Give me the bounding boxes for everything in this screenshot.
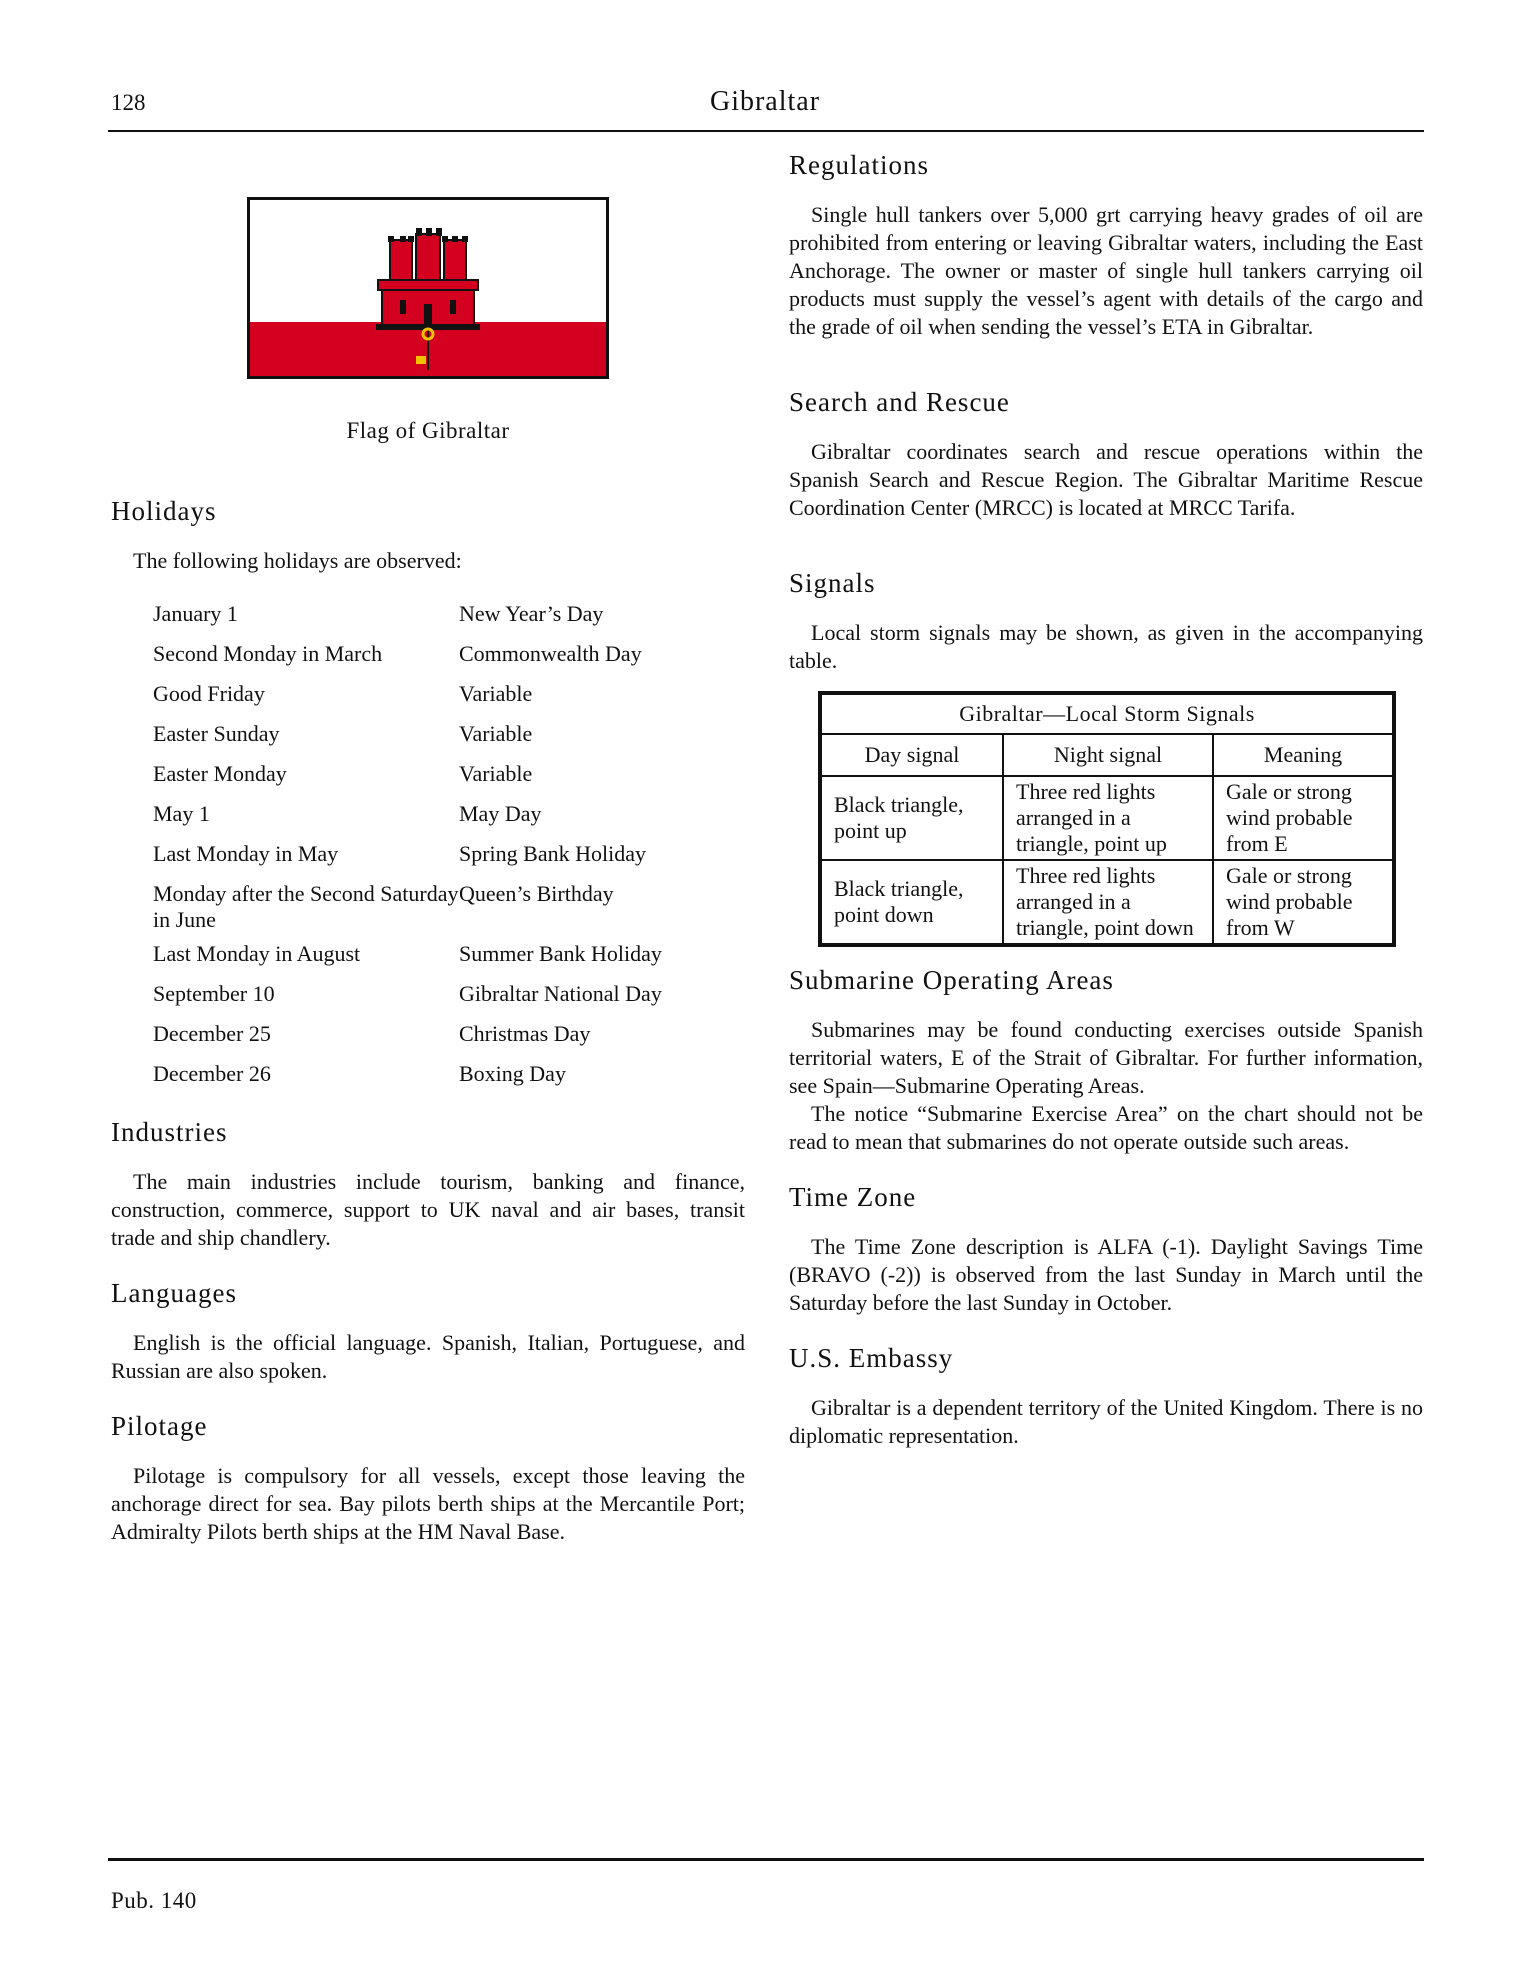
regulations-text: Single hull tankers over 5,000 grt carrying heavy grades of oil are prohibited from entering or leaving Gibraltar waters, including the East Anchorage. The owner or master of single hull tankers carrying oil products must supply the vessel’s agent with details of the cargo and the grade of oil when sending the vessel’s ETA in Gibraltar. (789, 202, 1423, 339)
holiday-row (153, 841, 662, 881)
holiday-row (153, 721, 662, 761)
holiday-date: January 1 (153, 601, 238, 626)
submarine-text-2: The notice “Submarine Exercise Area” on the chart should not be read to mean that submarines do not operate outside such areas. (789, 1101, 1423, 1154)
holiday-row (153, 1021, 662, 1061)
table-row (820, 860, 1394, 945)
time-zone-heading: Time Zone (789, 1182, 917, 1212)
day-signal-cell: Black triangle, point up (820, 776, 1003, 860)
search-rescue-heading: Search and Rescue (789, 387, 1010, 417)
holiday-name: May Day (459, 801, 542, 826)
column-header-meaning: Meaning (1213, 734, 1394, 776)
embassy-section (789, 1343, 1423, 1450)
holidays-table (153, 601, 662, 1101)
holiday-row (153, 601, 662, 641)
languages-heading: Languages (111, 1278, 237, 1308)
industries-section (111, 1117, 745, 1252)
holiday-row (153, 801, 662, 841)
holiday-name: Variable (459, 681, 533, 706)
holiday-name: Variable (459, 761, 533, 786)
signals-text: Local storm signals may be shown, as given in the accompanying table. (789, 620, 1423, 673)
signals-heading: Signals (789, 568, 876, 598)
holiday-name: Summer Bank Holiday (459, 941, 662, 966)
regulations-section (789, 150, 1423, 341)
submarine-heading: Submarine Operating Areas (789, 965, 1114, 995)
search-rescue-section (789, 387, 1423, 522)
holiday-date: Good Friday (153, 681, 265, 706)
holiday-name: Christmas Day (459, 1021, 591, 1046)
holiday-date: Monday after the Second Saturday in June (153, 881, 459, 932)
page-number: 128 (111, 90, 146, 115)
languages-text: English is the official language. Spanish, Italian, Portuguese, and Russian are also spoken. (111, 1330, 745, 1383)
holiday-name: Spring Bank Holiday (459, 841, 646, 866)
pilotage-text: Pilotage is compulsory for all vessels, except those leaving the anchorage direct for sea. Bay pilots berth ships at the Mercantile Port; Admiralty Pilots berth ships at the HM Naval Base. (111, 1463, 745, 1544)
languages-section (111, 1278, 745, 1385)
embassy-heading: U.S. Embassy (789, 1343, 954, 1373)
castle-key-emblem-icon (250, 200, 606, 376)
flag-caption: Flag of Gibraltar (346, 418, 510, 443)
holidays-heading: Holidays (111, 496, 217, 526)
holiday-row (153, 881, 662, 941)
holiday-name: Boxing Day (459, 1061, 566, 1086)
holiday-name: Gibraltar National Day (459, 981, 662, 1006)
holiday-date: Last Monday in August (153, 941, 361, 966)
column-header-night-signal: Night signal (1003, 734, 1213, 776)
holidays-section (111, 496, 745, 1101)
gibraltar-flag (247, 197, 609, 379)
submarine-text-1: Submarines may be found conducting exercises outside Spanish territorial waters, E of the Strait of Gibraltar. For further information, see Spain—Submarine Operating Areas. (789, 1017, 1423, 1098)
column-header-day-signal: Day signal (820, 734, 1003, 776)
holiday-date: December 25 (153, 1021, 271, 1046)
holiday-row (153, 681, 662, 721)
holiday-row (153, 1061, 662, 1101)
holiday-row (153, 641, 662, 681)
right-column (789, 150, 1423, 1450)
holiday-date: Last Monday in May (153, 841, 339, 866)
storm-signals-table (818, 691, 1396, 947)
holiday-date: Second Monday in March (153, 641, 383, 666)
search-rescue-text: Gibraltar coordinates search and rescue operations within the Spanish Search and Rescue Region. The Gibraltar Maritime Rescue Coordination Center (MRCC) is located at MRCC Tarifa. (789, 439, 1423, 520)
holiday-row (153, 941, 662, 981)
holiday-name: Variable (459, 721, 533, 746)
holiday-date: May 1 (153, 801, 210, 826)
holiday-name: Commonwealth Day (459, 641, 642, 666)
running-title: Gibraltar (709, 86, 821, 117)
holiday-name: Queen’s Birthday (459, 881, 614, 906)
holiday-name: New Year’s Day (459, 601, 604, 626)
holiday-date: December 26 (153, 1061, 271, 1086)
regulations-heading: Regulations (789, 150, 929, 180)
pilotage-section (111, 1411, 745, 1546)
submarine-section (789, 965, 1423, 1156)
night-signal-cell: Three red lights arranged in a triangle, point down (1003, 860, 1213, 945)
meaning-cell: Gale or strong wind probable from E (1213, 776, 1394, 860)
time-zone-text: The Time Zone description is ALFA (-1). Daylight Savings Time (BRAVO (-2)) is observed from the last Sunday in March until the Saturday before the last Sunday in October. (789, 1234, 1423, 1315)
signals-section (789, 568, 1423, 947)
day-signal-cell: Black triangle, point down (820, 860, 1003, 945)
holiday-row (153, 761, 662, 801)
industries-text: The main industries include tourism, banking and finance, construction, commerce, support to UK naval and air bases, transit trade and ship chandlery. (111, 1169, 745, 1250)
left-column (111, 496, 745, 1546)
publication-label: Pub. 140 (111, 1888, 197, 1913)
meaning-cell: Gale or strong wind probable from W (1213, 860, 1394, 945)
footer-rule (108, 1858, 1424, 1861)
embassy-text: Gibraltar is a dependent territory of the United Kingdom. There is no diplomatic representation. (789, 1395, 1423, 1448)
table-row (820, 776, 1394, 860)
night-signal-cell: Three red lights arranged in a triangle, point up (1003, 776, 1213, 860)
storm-table-caption: Gibraltar—Local Storm Signals (820, 693, 1394, 734)
holiday-date: September 10 (153, 981, 275, 1006)
holiday-row (153, 981, 662, 1021)
industries-heading: Industries (111, 1117, 228, 1147)
time-zone-section (789, 1182, 1423, 1317)
header-rule (108, 130, 1424, 132)
holidays-intro: The following holidays are observed: (133, 548, 462, 573)
holiday-date: Easter Sunday (153, 721, 280, 746)
holiday-date: Easter Monday (153, 761, 287, 786)
pilotage-heading: Pilotage (111, 1411, 208, 1441)
